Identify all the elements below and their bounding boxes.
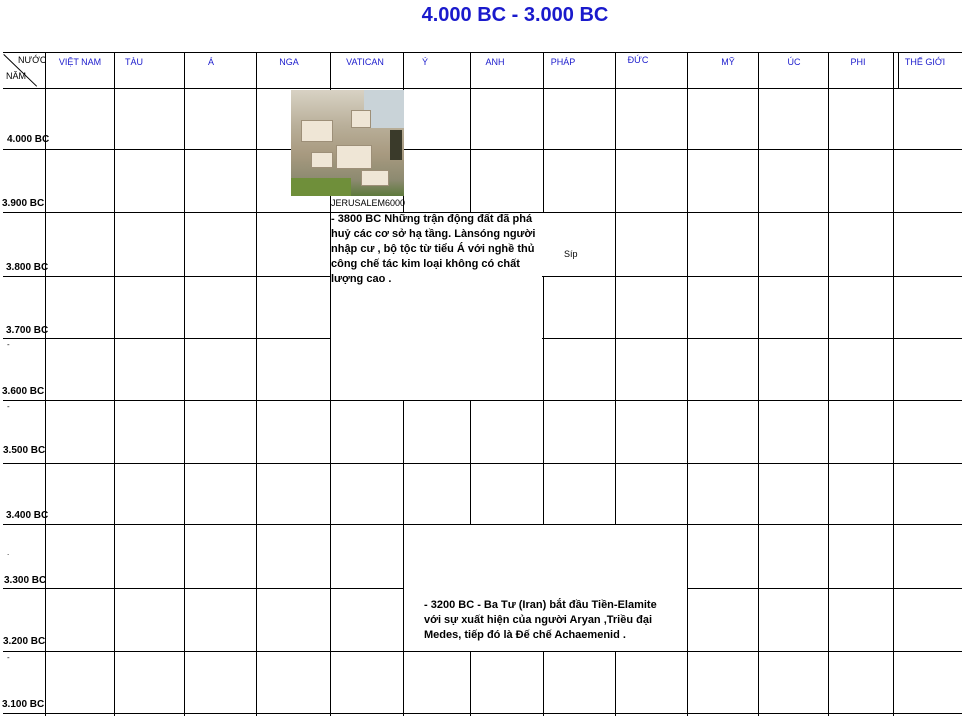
grid-line [3,463,962,464]
grid-line [3,149,962,150]
column-header-the-gioi: THẾ GIỚI [904,57,946,67]
jerusalem-photo [291,90,404,196]
year-label: 4.000 BC [7,134,50,145]
corner-year-label: NĂM [6,71,26,81]
grid-line [114,52,115,716]
column-header-my: MỸ [721,57,735,67]
stray-mark: - [7,340,10,349]
grid-line [45,52,46,716]
column-header-vietnam: VIỆT NAM [58,57,102,67]
event-3200-bc: - 3200 BC - Ba Tư (Iran) bắt đầu Tiền-Elamite với sự xuất hiện của người Aryan ,Triều đại Medes, tiếp đó là Đế chế Achaemenid . [424,599,657,641]
grid-line [3,400,962,401]
grid-line [758,52,759,716]
year-label: 3.400 BC [6,510,49,521]
grid-line [3,651,962,652]
grid-line [3,88,962,89]
grid-line [893,52,894,716]
column-header-nga: NGA [279,57,299,67]
year-label: 3.300 BC [4,575,47,586]
column-header-a: Á [207,57,214,67]
page-title: 4.000 BC - 3.000 BC [421,4,609,26]
column-header-phap: PHÁP [550,57,576,67]
grid-line [256,52,257,716]
stray-mark: . [7,548,10,557]
column-header-duc: ĐỨC [627,55,649,65]
column-header-phi: PHI [850,57,866,67]
grid-line [687,52,688,716]
event-3800-bc: - 3800 BC Những trận động đất đã phá huỷ các cơ sở hạ tầng. Lànsóng người nhập cư , bộ tộc từ tiểu Á với nghề thủ công chế tác kim loại không có chất lượng cao . [331,213,536,285]
column-header-uc: ÚC [787,57,801,67]
column-header-y: Ý [421,57,428,67]
sip-label: Síp [564,249,578,259]
grid-line [3,713,962,714]
year-label: 3.500 BC [3,445,46,456]
grid-line [3,52,962,53]
grid-line [184,52,185,716]
stray-mark: - [7,402,10,411]
column-header-anh: ANH [485,57,505,67]
year-label: 3.600 BC [2,386,45,397]
year-label: 3.200 BC [3,636,46,647]
year-label: 3.700 BC [6,325,49,336]
stray-mark: - [7,653,10,662]
year-label: 3.800 BC [6,262,49,273]
year-label: 3.100 BC [2,699,45,710]
column-header-tau: TÀU [125,57,143,67]
corner-country-label: NƯỚC [18,55,47,65]
grid-line [828,52,829,716]
year-label: 3.900 BC [2,198,45,209]
photo-caption: JERUSALEM6000 [331,198,406,208]
column-header-vatican: VATICAN [346,57,384,67]
